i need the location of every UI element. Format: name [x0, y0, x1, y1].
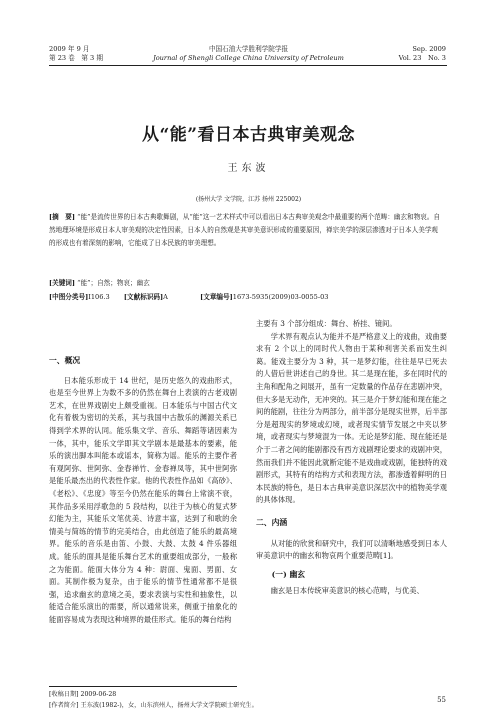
clc-label: [中图分类号]: [49, 293, 89, 301]
left-column: [49, 355, 237, 626]
journal-name-en: Journal of Shengli College China University of Petroleum: [153, 54, 344, 62]
journal-date-en: Sep. 2009: [412, 45, 446, 53]
journal-volume-en: Vol. 23 No. 3: [398, 54, 446, 62]
page-number: 55: [437, 696, 446, 704]
doc-code-value: A: [163, 293, 168, 301]
keywords-label: [关键词]: [49, 279, 76, 287]
body-paragraph: 从对能的欣赏和研究中，我们可以清晰地感受到日本人审美意识中的幽玄和物哀两个重要范畴[1]。: [256, 538, 447, 561]
journal-name-cn: 中国石油大学胜利学院学报: [208, 45, 289, 53]
abstract-text: “能”是流传世界的日本古典歌舞剧，从“能”这一艺术样式中可以看出日本古典审美观念中最重要的两个范畴：幽玄和物哀。自然地理环境是形成日本人审美观的决定性因素，日本人的自然观是其审美意识形成的重要原因，禅宗美学的深层渗透对于日本人美学观的形成也有着深刻的影响，它能成了日本民族的审美理想。: [49, 213, 441, 247]
article-title: 从“能”看日本古典审美观念: [141, 125, 356, 145]
classification-line: [49, 291, 444, 304]
journal-volume: 第 23 卷 第 3 期: [49, 54, 103, 62]
author-affiliation: (扬州大学 文学院，江苏 扬州 225002): [195, 196, 302, 203]
received-date: [收稿日期] 2009-06-28: [49, 691, 117, 698]
article-number-value: 1673-5935(2009)03-0055-03: [232, 293, 329, 301]
body-paragraph: 学术界有观点认为能并不是严格意义上的戏曲，戏曲要求有 2 个以上的同时代人物由于某种利害关系而发生纠葛。能戏主要分为 3 种，其一是梦幻能，往往是早已死去的人借后世讲述自己的身世。其二是现在能，多在同时代的主角和配角之间展开，虽有一定数量的作品存在悲剧冲突，但大多是无动作，无冲突的。其三是介于梦幻能和现在能之间的能剧，往往分为两部分，前半部分是现实世界，后半部分是超现实的梦境或幻境，或者现实情节发展之中夹以梦境，或者现实与梦境混为一体。无论是梦幻能、现在能还是介于二者之间的能剧都没有西方戏剧理论要求的戏剧冲突，然而我们并不能因此就断定能不是戏曲或戏剧，能独特的戏剧形式，其特有的结构方式和表现方法，都渗透着鲜明的日本民族的特色，是日本古典审美意识深层次中的植物美学观的具体体现。: [256, 331, 447, 505]
author-name: 王东波: [227, 163, 270, 174]
right-column: [256, 318, 447, 598]
journal-date: 2009 年 9 月: [49, 45, 90, 53]
doc-code-label: [文献标识码]: [123, 293, 164, 301]
abstract: [49, 211, 444, 250]
abstract-label: [摘 要]: [49, 213, 76, 221]
article-number-label: [文章编号]: [200, 293, 233, 301]
author-bio: [作者简介] 王东波(1982-)，女，山东滨州人，扬州大学文学院硕士研究生。: [49, 702, 258, 709]
body-paragraph: 幽玄是日本传统审美意识的核心范畴，与优美、: [270, 586, 424, 596]
section-heading-connotation: 二、内涵: [256, 517, 288, 527]
header-rule: [49, 65, 447, 66]
body-paragraph: 主要有 3 个部分组成：舞台、桥挂、镜间。: [256, 319, 397, 328]
body-paragraph: 日本能乐形成于 14 世纪，是历史悠久的戏曲形式，也是至今世界上为数不多的仍然在舞台上表演的古老戏剧艺术，在世界戏剧史上颇受重视。日本能乐与中国古代文化有着极为密切的关系，其与我国中古散乐的渊源关系已得到学术界的认同。能乐集文学、音乐、舞蹈等诸因素为一体，其中，能乐文学即其文学剧本是最基本的要素，能乐的演出脚本叫能本或谣本，简称为谣。能乐的主要作者有观阿弥、世阿弥、金春禅竹、金春禅凤等，其中世阿弥是能乐最杰出的代表性作家。他的代表性作品如《高砂》、《老松》、《忠度》等至今仍然在能乐的舞台上常演不衰，其作品多采用浮歌急的 5 段结构，以往于为核心的复式梦幻能为主，其能乐文笔优美、诗意丰富，达到了和歌的余情美与简练的情节的完美结合，由此创造了能乐的最高境界。能乐的音乐是由笛、小鼓、大鼓、太鼓 4 件乐器组成。能乐的面具是能乐舞台艺术的重要组成部分，一般称之为能面。能面大体分为 4 种：尉面、鬼面、男面、女面。其制作极为复杂，由于能乐的情节性通常都不是很强，追求幽玄的意境之美，要求表演与实性和抽象性，以能适合能乐演出的需要，所以通常说来，侧重于抽象化的能面容易成为表现这种境界的最佳形式。能乐的舞台结构: [49, 375, 237, 624]
footnote-rule: [49, 686, 237, 687]
keywords: [49, 277, 444, 290]
subsection-heading-yugen: (一) 幽玄: [271, 569, 306, 579]
keywords-text: “能”；自然；物哀；幽玄: [77, 279, 150, 287]
section-heading-overview: 一、概况: [49, 356, 81, 365]
clc-value: I106.3: [88, 293, 110, 301]
